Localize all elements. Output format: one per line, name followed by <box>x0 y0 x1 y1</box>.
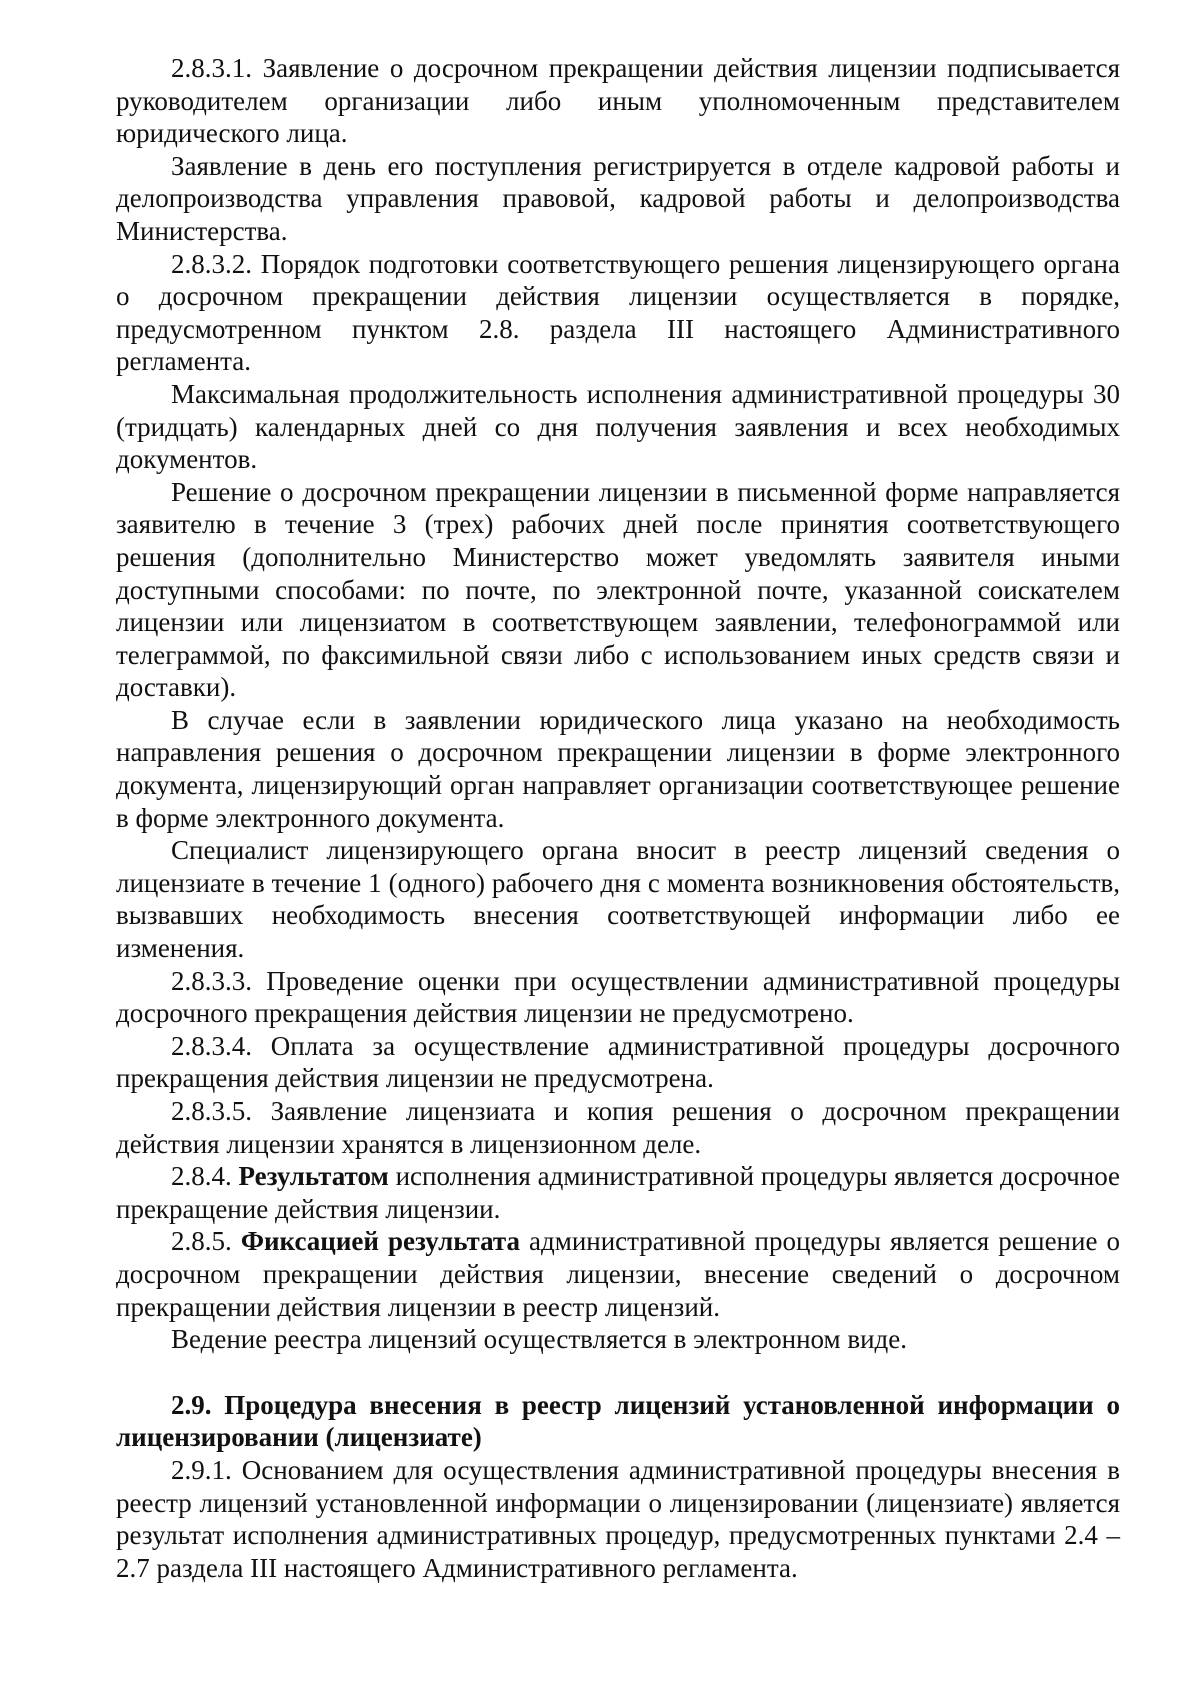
paragraph-2-8-5 <box>116 1225 1120 1323</box>
clause-text: исполнения административной процедуры является досрочное прекращение действия лицензии. <box>116 1161 1121 1224</box>
paragraph-registration: Заявление в день его поступления регистрируется в отделе кадровой работы и делопроизводства управления правовой, кадровой работы и делопроизводства Министерства. <box>116 150 1120 246</box>
paragraph-max-duration: Максимальная продолжительность исполнения административной процедуры 30 (тридцать) календарных дней со дня получения заявления и всех необходимых документов. <box>116 378 1120 475</box>
paragraph-2-8-3-3: 2.8.3.3. Проведение оценки при осуществлении административной процедуры досрочного прекращения действия лицензии не предусмотрено. <box>116 965 1120 1029</box>
clause-text: административной процедуры является решение о досрочном прекращении действия лицензии, внесение сведений о досрочном прекращении действия лицензии в реестр лицензий. <box>116 1226 1120 1322</box>
paragraph-2-8-3-4: 2.8.3.4. Оплата за осуществление административной процедуры досрочного прекращения действия лицензии не предусмотрена. <box>116 1030 1120 1094</box>
paragraph-2-8-3-1: 2.8.3.1. Заявление о досрочном прекращении действия лицензии подписывается руководителем организации либо иным уполномоченным представителем юридического лица. <box>116 53 1120 149</box>
paragraph-2-8-3-2: 2.8.3.2. Порядок подготовки соответствующего решения лицензирующего органа о досрочном прекращении действия лицензии осуществляется в порядке, предусмотренном пунктом 2.8. раздела III настоящего Административного регламента. <box>116 248 1120 377</box>
clause-number: 2.8.5. <box>171 1226 232 1257</box>
paragraph-2-8-3-5: 2.8.3.5. Заявление лицензиата и копия решения о досрочном прекращении действия лицензии хранятся в лицензионном деле. <box>116 1096 1120 1159</box>
paragraph-electronic-document: В случае если в заявлении юридического лица указано на необходимость направления решения о досрочном прекращении лицензии в форме электронного документа, лицензирующий орган направляет организации соответствующее решение в форме электронного документа. <box>116 704 1120 833</box>
bold-term-result: Результатом <box>238 1161 389 1192</box>
paragraph-registry-entry: Специалист лицензирующего органа вносит в реестр лицензий сведения о лицензиате в течение 1 (одного) рабочего дня с момента возникновения обстоятельств, вызвавших необходимость внесения соответствующей информации либо ее изменения. <box>116 835 1120 964</box>
section-heading-2-9: 2.9. Процедура внесения в реестр лицензий установленной информации о лицензировании (лицензиате) <box>116 1389 1120 1453</box>
document-page <box>116 52 1120 1584</box>
bold-term-fixation: Фиксацией результата <box>240 1226 520 1257</box>
paragraph-2-9-1: 2.9.1. Основанием для осуществления административной процедуры внесения в реестр лицензий установленной информации о лицензировании (лицензиате) является результат исполнения административных процедур, предусмотренных пунктами 2.4 – 2.7 раздела III настоящего Административного регламента. <box>116 1454 1120 1583</box>
paragraph-2-8-4 <box>116 1160 1120 1225</box>
clause-number: 2.8.4. <box>171 1161 232 1192</box>
paragraph-registry-electronic: Ведение реестра лицензий осуществляется в электронном виде. <box>171 1324 908 1355</box>
paragraph-decision-sending: Решение о досрочном прекращении лицензии в письменной форме направляется заявителю в течение 3 (трех) рабочих дней после принятия соответствующего решения (дополнительно Министерство может уведомлять заявителя иными доступными способами: по почте, по электронной почте, указанной соискателем лицензии или лицензиатом в соответствующем заявлении, телефонограммой или телеграммой, по факсимильной связи либо с использованием иных средств связи и доставки). <box>116 476 1120 703</box>
